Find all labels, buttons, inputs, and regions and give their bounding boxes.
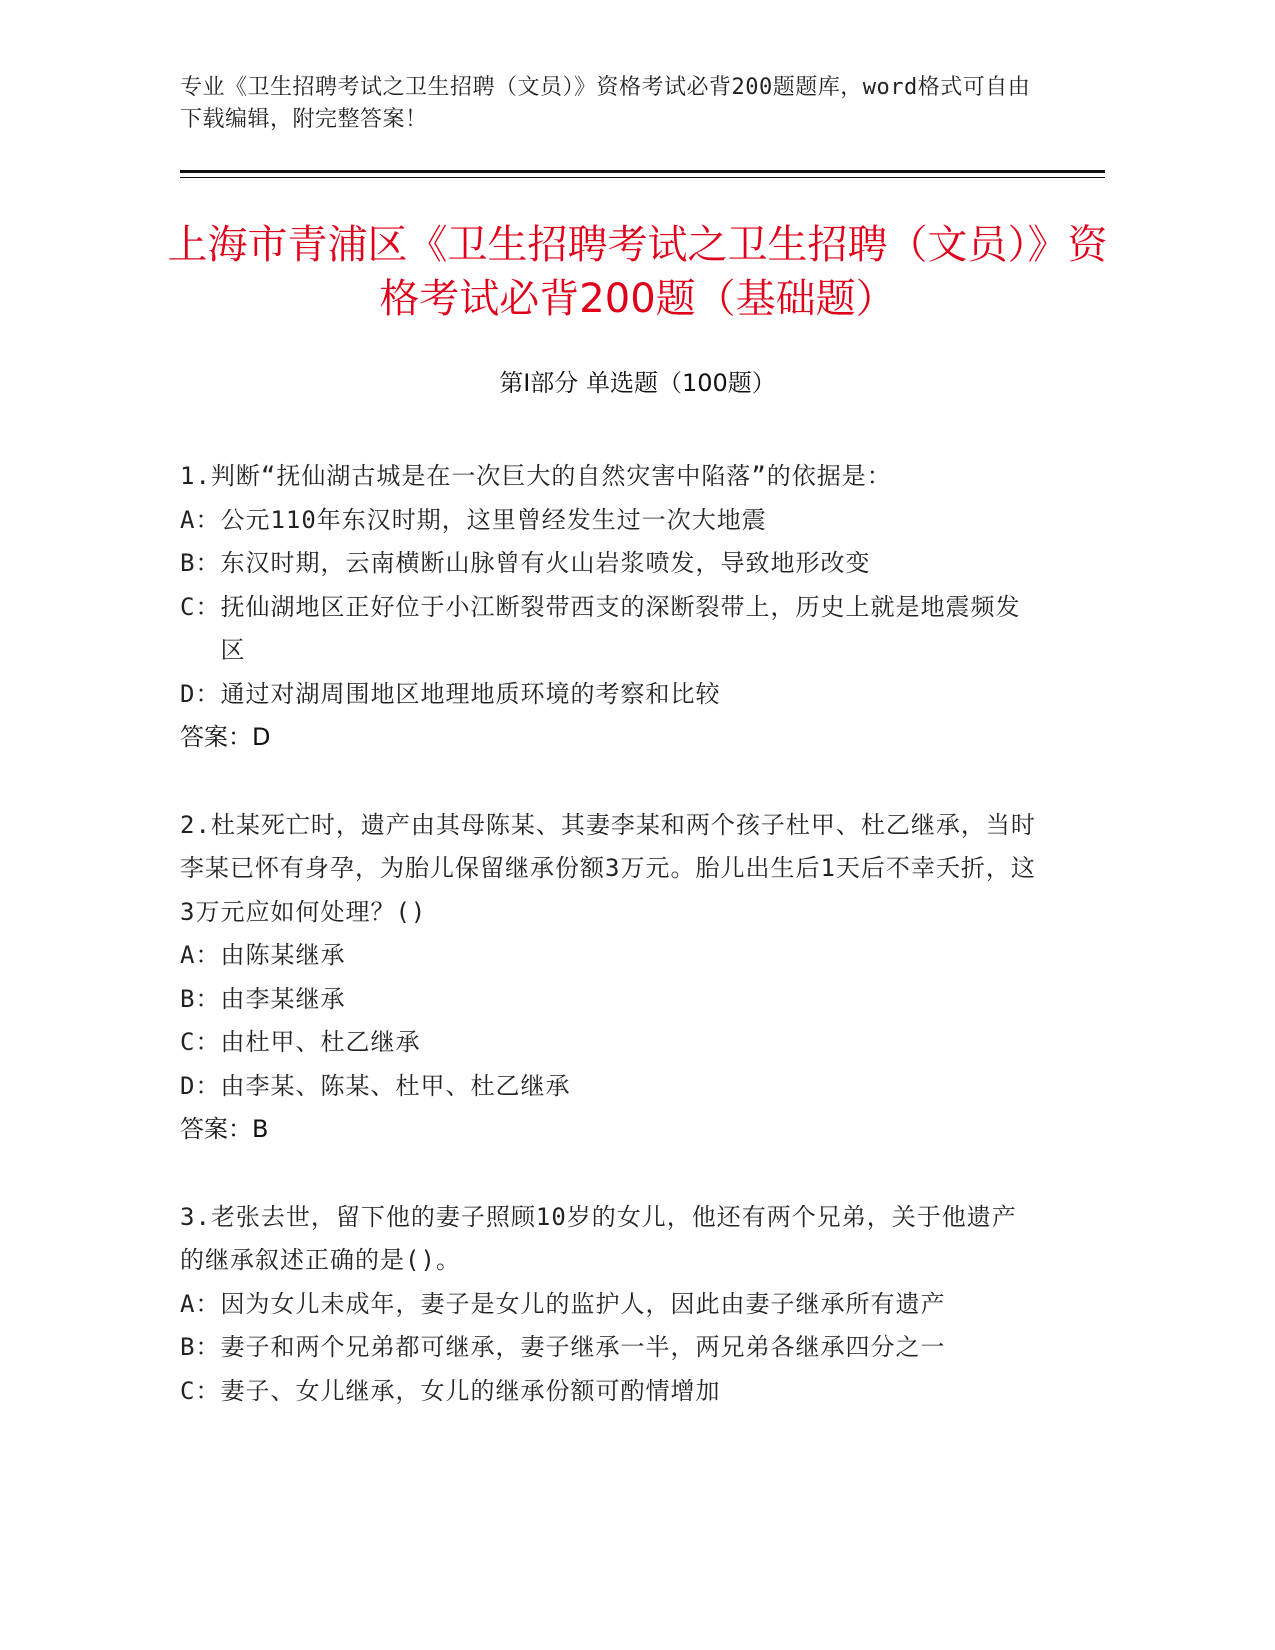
header-rule-thin [180, 177, 1105, 178]
option-key: A： [180, 505, 221, 534]
question-text: 2.杜某死亡时，遗产由其母陈某、其妻李某和两个孩子杜甲、杜乙继承，当时李某已怀有身孕，为胎儿保留继承份额3万元。胎儿出生后1天后不幸夭折，这3万元应如何处理？() [180, 810, 1036, 926]
option-text: 由李某、陈某、杜甲、杜乙继承 [220, 1071, 571, 1100]
option-text: 公元110年东汉时期，这里曾经发生过一次大地震 [220, 505, 767, 534]
option-c [180, 586, 1040, 673]
option-key: B： [180, 1333, 221, 1361]
option-a [180, 1283, 1040, 1327]
document-title: 上海市青浦区《卫生招聘考试之卫生招聘（文员）》资格考试必背200题（基础题） [167, 222, 1108, 322]
option-text: 因为女儿未成年，妻子是女儿的监护人，因此由妻子继承所有遗产 [220, 1289, 946, 1318]
option-text: 抚仙湖地区正好位于小江断裂带西支的深断裂带上，历史上就是地震频发区 [220, 592, 1021, 664]
option-key: A： [180, 941, 221, 969]
option-b [180, 978, 1040, 1022]
option-key: D： [180, 1071, 221, 1100]
question-item [180, 804, 1040, 1152]
option-text: 由李某继承 [220, 984, 346, 1013]
option-text: 由杜甲、杜乙继承 [220, 1028, 421, 1056]
option-d [180, 673, 1040, 717]
option-key: C： [180, 1028, 221, 1056]
option-c [180, 1021, 1040, 1065]
question-text: 1.判断“抚仙湖古城是在一次巨大的自然灾害中陷落”的依据是： [180, 462, 892, 490]
option-key: D： [180, 679, 221, 708]
option-key: A： [180, 1289, 221, 1318]
section-title: 第I部分 单选题（100题） [499, 369, 776, 397]
option-text: 通过对湖周围地区地理地质环境的考察和比较 [220, 679, 721, 708]
option-text: 妻子和两个兄弟都可继承，妻子继承一半，两兄弟各继承四分之一 [220, 1333, 946, 1361]
option-c [180, 1370, 1040, 1414]
option-d [180, 1065, 1040, 1109]
question-item [180, 1196, 1040, 1414]
option-b [180, 542, 1040, 586]
answer-line: 答案：D [180, 723, 271, 751]
header-note: 专业《卫生招聘考试之卫生招聘（文员）》资格考试必背200题题库，word格式可自由下载编辑，附完整答案！ [180, 75, 1031, 132]
option-text: 由陈某继承 [220, 941, 346, 969]
option-b [180, 1326, 1040, 1370]
option-text: 妻子、女儿继承，女儿的继承份额可酌情增加 [220, 1376, 721, 1405]
question-item [180, 455, 1040, 760]
option-text: 东汉时期，云南横断山脉曾有火山岩浆喷发，导致地形改变 [220, 549, 871, 577]
answer-line: 答案：B [180, 1115, 269, 1143]
question-text: 3.老张去世，留下他的妻子照顾10岁的女儿，他还有两个兄弟，关于他遗产的继承叙述正确的是()。 [180, 1202, 1017, 1274]
option-key: C： [180, 592, 221, 621]
option-a [180, 499, 1040, 543]
option-key: C： [180, 1376, 221, 1405]
option-a [180, 934, 1040, 978]
option-key: B： [180, 549, 221, 577]
header-rule-thick [180, 170, 1105, 173]
option-key: B： [180, 984, 221, 1013]
question-list [180, 455, 1040, 1457]
